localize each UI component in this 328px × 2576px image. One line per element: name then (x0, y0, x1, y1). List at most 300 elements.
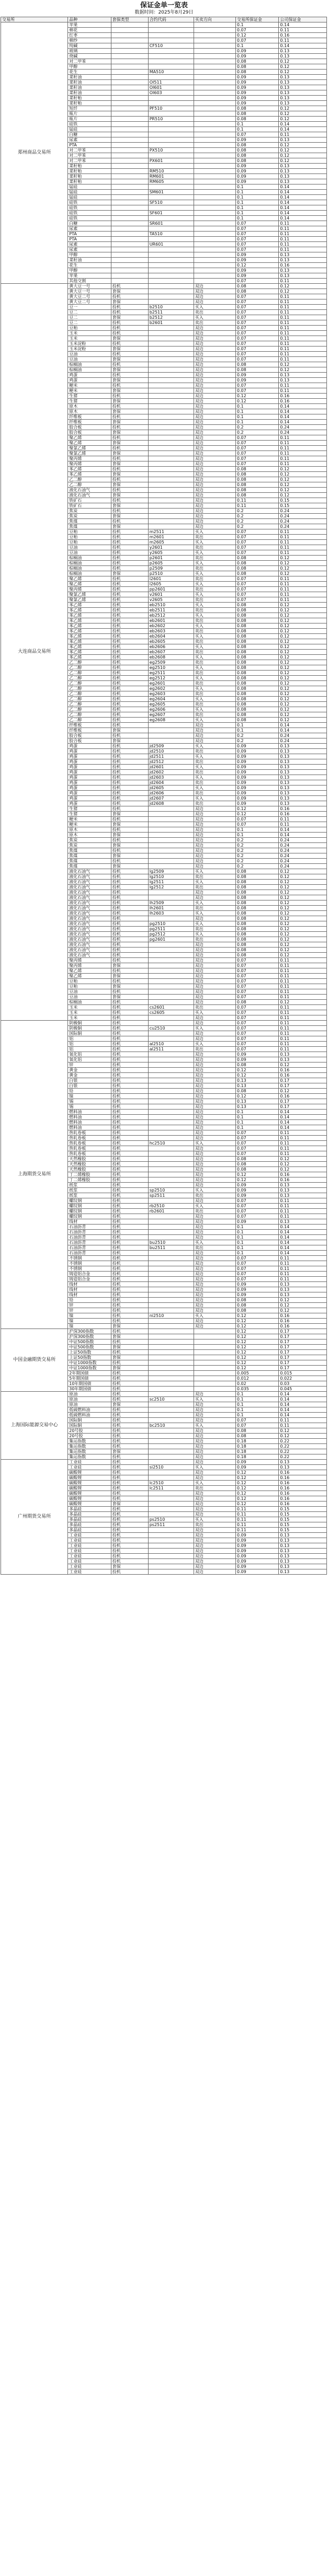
contract-code-cell (148, 519, 194, 524)
company-margin-cell: 0.11 (279, 592, 327, 597)
direction-cell (194, 279, 235, 284)
direction-cell: 双边 (194, 357, 235, 362)
direction-cell: 双边 (194, 1052, 235, 1057)
hedge-type-cell: 投机 (111, 618, 148, 623)
exchange-margin-cell: 0.07 (235, 1141, 278, 1146)
hedge-type-cell: 投机 (111, 1042, 148, 1047)
direction-cell: 双边 (194, 477, 235, 482)
company-margin-cell: 0.13 (279, 1533, 327, 1538)
contract-code-cell: l2605 (148, 582, 194, 587)
exchange-margin-cell: 0.07 (235, 38, 278, 43)
exchange-margin-cell: 0.12 (235, 1350, 278, 1355)
product-cell: 白糖 (68, 132, 111, 137)
product-cell: 菜籽油 (68, 75, 111, 80)
product-cell: 苯乙烯 (68, 650, 111, 655)
hedge-type-cell: 套保 (111, 289, 148, 294)
hedge-type-cell: 投机 (111, 744, 148, 749)
company-margin-cell: 0.12 (279, 613, 327, 618)
product-cell: 不锈钢 (68, 1261, 111, 1266)
contract-code-cell: b2510 (148, 305, 194, 310)
hedge-type-cell: 投机 (111, 1177, 148, 1183)
exchange-margin-cell: 0.08 (235, 895, 278, 900)
exchange-margin-cell: 0.1 (235, 1235, 278, 1240)
direction-cell: 买入 (194, 754, 235, 759)
contract-code-cell (148, 399, 194, 404)
contract-code-cell (148, 1099, 194, 1104)
hedge-type-cell: 投机 (111, 1439, 148, 1444)
direction-cell: 双边 (194, 399, 235, 404)
exchange-margin-cell: 0.12 (235, 33, 278, 38)
contract-code-cell: lh2601 (148, 906, 194, 911)
exchange-margin-cell: 0.1 (235, 1110, 278, 1115)
hedge-type-cell: 投机 (111, 566, 148, 571)
company-margin-cell: 0.12 (279, 117, 327, 122)
direction-cell: 卖出 (194, 650, 235, 655)
exchange-margin-cell: 0.08 (235, 561, 278, 566)
company-margin-cell: 0.11 (279, 38, 327, 43)
hedge-type-cell: 投机 (111, 791, 148, 796)
company-margin-cell: 0.15 (279, 498, 327, 503)
direction-cell: 买入 (194, 676, 235, 681)
contract-code-cell: jd2511 (148, 754, 194, 759)
direction-cell: 双边 (194, 451, 235, 456)
exchange-margin-cell: 0.09 (235, 54, 278, 59)
product-cell: 工业硅 (68, 1533, 111, 1538)
contract-code-cell (148, 394, 194, 399)
hedge-type-cell: 投机 (111, 1292, 148, 1298)
product-cell: 液化石油气 (68, 937, 111, 942)
contract-code-cell: eg2512 (148, 676, 194, 681)
company-margin-cell: 0.13 (279, 749, 327, 754)
product-cell: 2年期国债 (68, 1371, 111, 1376)
company-margin-cell: 0.24 (279, 853, 327, 859)
exchange-margin-cell: 0.12 (235, 1366, 278, 1371)
contract-code-cell: lg2510 (148, 874, 194, 880)
hedge-type-cell: 套保 (111, 346, 148, 352)
exchange-margin-cell: 0.08 (235, 937, 278, 942)
direction-cell: 双边 (194, 895, 235, 900)
exchange-margin-cell: 0.07 (235, 28, 278, 33)
product-cell: 玉米淀粉 (68, 341, 111, 346)
exchange-margin-cell: 0.08 (235, 367, 278, 373)
direction-cell: 双边 (194, 1177, 235, 1183)
direction-cell: 双边 (194, 995, 235, 1000)
product-cell: 鸡蛋 (68, 744, 111, 749)
contract-code-cell: CF510 (148, 43, 194, 49)
hedge-type-cell: 套保 (111, 1334, 148, 1339)
company-margin-cell: 0.12 (279, 869, 327, 874)
direction-cell: 双边 (194, 1538, 235, 1543)
contract-code-cell (148, 1052, 194, 1057)
company-margin-cell: 0.14 (279, 1402, 327, 1407)
exchange-margin-cell: 0.12 (235, 1345, 278, 1350)
hedge-type-cell: 套保 (111, 571, 148, 576)
company-margin-cell: 0.17 (279, 1339, 327, 1345)
product-cell: 生猪 (68, 806, 111, 812)
exchange-margin-cell: 0.11 (235, 1512, 278, 1517)
product-cell: 鸡蛋 (68, 378, 111, 383)
company-margin-cell: 0.11 (279, 822, 327, 827)
direction-cell: 双边 (194, 1000, 235, 1005)
hedge-type-cell: 套保 (111, 524, 148, 529)
exchange-margin-cell: 0.1 (235, 1413, 278, 1418)
exchange-margin-cell: 0.035 (235, 1387, 278, 1392)
product-cell: 石油沥青 (68, 1240, 111, 1245)
product-cell: 铅 (68, 1298, 111, 1303)
direction-cell: 卖出 (194, 1522, 235, 1528)
direction-cell: 双边 (194, 890, 235, 895)
direction-cell: 双边 (194, 1115, 235, 1120)
direction-cell (194, 211, 235, 216)
product-cell: 线材 (68, 1219, 111, 1225)
company-margin-cell: 0.14 (279, 1235, 327, 1240)
direction-cell (194, 33, 235, 38)
exchange-margin-cell: 0.08 (235, 289, 278, 294)
contract-code-cell: p2601 (148, 556, 194, 561)
product-cell: 30年期国债 (68, 1387, 111, 1392)
direction-cell: 双边 (194, 441, 235, 446)
direction-cell (194, 1345, 235, 1350)
exchange-margin-cell: 0.08 (235, 634, 278, 639)
contract-code-cell (148, 916, 194, 921)
product-cell: 纤维板 (68, 414, 111, 420)
contract-code-cell: SF510 (148, 200, 194, 205)
company-margin-cell: 0.12 (279, 143, 327, 148)
product-cell: 鸡蛋 (68, 801, 111, 806)
direction-cell: 卖出 (194, 639, 235, 644)
hedge-type-cell: 投机 (111, 1522, 148, 1528)
direction-cell: 双边 (194, 1496, 235, 1501)
hedge-type-cell: 投机 (111, 968, 148, 974)
product-cell: 线材 (68, 1292, 111, 1298)
direction-cell (194, 132, 235, 137)
direction-cell: 卖出 (194, 937, 235, 942)
contract-code-cell (148, 1360, 194, 1366)
product-cell: 硅铁 (68, 205, 111, 211)
contract-code-cell (148, 1292, 194, 1298)
hedge-type-cell: 投机 (111, 1219, 148, 1225)
hedge-type-cell: 投机 (111, 1083, 148, 1089)
company-margin-cell: 0.16 (279, 1501, 327, 1507)
company-margin-cell: 0.14 (279, 1413, 327, 1418)
hedge-type-cell: 投机 (111, 545, 148, 550)
company-margin-cell: 0.16 (279, 806, 327, 812)
contract-code-cell (148, 1251, 194, 1256)
contract-code-cell: pp2601 (148, 587, 194, 592)
direction-cell (194, 43, 235, 49)
company-margin-cell: 0.17 (279, 1366, 327, 1371)
product-cell: 短纤 (68, 106, 111, 111)
company-margin-cell: 0.11 (279, 1036, 327, 1042)
exchange-margin-cell: 0.09 (235, 1569, 278, 1575)
hedge-type-cell: 投机 (111, 1360, 148, 1366)
product-cell: 对二甲苯 (68, 148, 111, 153)
contract-code-cell (148, 127, 194, 132)
product-cell: 聚丙烯 (68, 456, 111, 461)
contract-code-cell (148, 1376, 194, 1381)
exchange-margin-cell: 0.08 (235, 1428, 278, 1434)
exchange-margin-cell: 0.2 (235, 514, 278, 519)
contract-code-cell: al2511 (148, 1047, 194, 1052)
hedge-type-cell: 投机 (111, 519, 148, 524)
direction-cell: 买入 (194, 1010, 235, 1015)
contract-code-cell (148, 331, 194, 336)
contract-code-cell: pg2512 (148, 932, 194, 937)
company-margin-cell: 0.13 (279, 770, 327, 775)
product-cell: 工业硅 (68, 1569, 111, 1575)
hedge-type-cell: 套保 (111, 984, 148, 989)
exchange-margin-cell: 0.07 (235, 587, 278, 592)
exchange-margin-cell: 0.12 (235, 1172, 278, 1177)
hedge-type-cell: 套保 (111, 299, 148, 305)
product-cell: 豆粕 (68, 979, 111, 984)
direction-cell: 卖出 (194, 1486, 235, 1491)
product-cell: 工业硅 (68, 1559, 111, 1564)
product-cell: 石油沥青 (68, 1245, 111, 1251)
direction-cell: 买入 (194, 911, 235, 916)
hedge-type-cell: 投机 (111, 1089, 148, 1094)
exchange-margin-cell: 0.07 (235, 294, 278, 299)
hedge-type-cell: 投机 (111, 498, 148, 503)
direction-cell: 双边 (194, 482, 235, 488)
company-margin-cell: 0.13 (279, 785, 327, 791)
header-cell-contract: 合约代码 (148, 17, 194, 22)
product-cell: 胶合板 (68, 738, 111, 744)
hedge-type-cell (111, 122, 148, 127)
company-margin-cell: 0.16 (279, 1177, 327, 1183)
direction-cell (194, 232, 235, 237)
exchange-margin-cell: 0.07 (235, 1042, 278, 1047)
contract-code-cell (148, 441, 194, 446)
product-cell: 菜籽油 (68, 258, 111, 263)
company-margin-cell: 0.14 (279, 1125, 327, 1130)
exchange-margin-cell: 0.08 (235, 362, 278, 367)
exchange-margin-cell: 0.1 (235, 190, 278, 195)
contract-code-cell (148, 509, 194, 514)
product-cell: 红枣 (68, 33, 111, 38)
contract-code-cell (148, 54, 194, 59)
contract-code-cell (148, 346, 194, 352)
contract-code-cell (148, 1272, 194, 1277)
company-margin-cell: 0.11 (279, 352, 327, 357)
contract-code-cell (148, 979, 194, 984)
hedge-type-cell: 投机 (111, 467, 148, 472)
direction-cell: 买入 (194, 540, 235, 545)
hedge-type-cell: 投机 (111, 655, 148, 660)
direction-cell (194, 247, 235, 252)
company-margin-cell: 0.11 (279, 1146, 327, 1151)
contract-code-cell: MA510 (148, 70, 194, 75)
exchange-margin-cell: 0.08 (235, 608, 278, 613)
exchange-cell: 中国金融期货交易所 (1, 1329, 68, 1392)
product-cell: 中证500指数 (68, 1345, 111, 1350)
exchange-margin-cell: 0.07 (235, 221, 278, 226)
exchange-margin-cell: 0.09 (235, 1554, 278, 1559)
hedge-type-cell: 投机 (111, 880, 148, 885)
hedge-type-cell: 套保 (111, 853, 148, 859)
exchange-margin-cell: 0.12 (235, 1339, 278, 1345)
direction-cell: 双边 (194, 519, 235, 524)
hedge-type-cell (111, 169, 148, 174)
contract-code-cell (148, 430, 194, 435)
product-cell: 焦煤 (68, 853, 111, 859)
exchange-margin-cell: 0.08 (235, 639, 278, 644)
product-cell: 液化石油气 (68, 942, 111, 948)
hedge-type-cell: 投机 (111, 848, 148, 853)
contract-code-cell: PX601 (148, 158, 194, 164)
product-cell: 豆油 (68, 352, 111, 357)
product-cell: 丁二烯橡胶 (68, 1177, 111, 1183)
contract-code-cell: eb2510 (148, 603, 194, 608)
direction-cell: 双边 (194, 1282, 235, 1287)
product-cell: 苯乙烯 (68, 603, 111, 608)
product-cell: 苹果 (68, 22, 111, 28)
product-cell: 硅铁 (68, 216, 111, 221)
company-margin-cell: 0.12 (279, 623, 327, 629)
hedge-type-cell: 投机 (111, 1062, 148, 1068)
company-margin-cell: 0.13 (279, 801, 327, 806)
product-cell: 螺纹钢 (68, 1214, 111, 1219)
exchange-margin-cell: 0.08 (235, 571, 278, 576)
company-margin-cell: 0.13 (279, 1057, 327, 1062)
company-margin-cell: 0.12 (279, 702, 327, 707)
product-cell: 尿素 (68, 242, 111, 247)
hedge-type-cell (111, 226, 148, 232)
company-margin-cell: 0.24 (279, 514, 327, 519)
company-margin-cell: 0.24 (279, 524, 327, 529)
exchange-margin-cell: 0.07 (235, 132, 278, 137)
direction-cell: 双边 (194, 294, 235, 299)
hedge-type-cell: 投机 (111, 1387, 148, 1392)
hedge-type-cell: 投机 (111, 927, 148, 932)
hedge-type-cell: 套保 (111, 1366, 148, 1371)
company-margin-cell: 0.24 (279, 738, 327, 744)
hedge-type-cell: 投机 (111, 911, 148, 916)
company-margin-cell: 0.12 (279, 655, 327, 660)
product-cell: 多晶硅 (68, 1522, 111, 1528)
exchange-margin-cell: 0.08 (235, 691, 278, 697)
product-cell: 碳酸锂 (68, 1501, 111, 1507)
contract-code-cell (148, 378, 194, 383)
direction-cell: 双边 (194, 1015, 235, 1021)
company-margin-cell: 0.13 (279, 775, 327, 780)
contract-code-cell: PF510 (148, 106, 194, 111)
hedge-type-cell: 套保 (111, 430, 148, 435)
exchange-margin-cell: 0.09 (235, 1057, 278, 1062)
direction-cell: 双边 (194, 1298, 235, 1303)
contract-code-cell: SM601 (148, 190, 194, 195)
company-margin-cell: 0.11 (279, 1261, 327, 1266)
product-cell: 棉花 (68, 28, 111, 33)
hedge-type-cell: 套保 (111, 1501, 148, 1507)
contract-code-cell (148, 843, 194, 848)
company-margin-cell: 0.13 (279, 759, 327, 765)
hedge-type-cell (111, 179, 148, 184)
company-margin-cell: 0.11 (279, 357, 327, 362)
company-margin-cell: 0.13 (279, 780, 327, 785)
direction-cell: 双边 (194, 461, 235, 467)
exchange-margin-cell: 0.08 (235, 148, 278, 153)
direction-cell (194, 127, 235, 132)
exchange-margin-cell: 0.12 (235, 812, 278, 817)
contract-code-cell: rb2510 (148, 1204, 194, 1209)
product-cell: 石油沥青 (68, 1230, 111, 1235)
product-cell: 阴极铜 (68, 1026, 111, 1031)
exchange-margin-cell: 0.2 (235, 848, 278, 853)
product-cell: 甲醇 (68, 252, 111, 258)
direction-cell (194, 96, 235, 101)
company-margin-cell: 0.12 (279, 900, 327, 906)
company-margin-cell: 0.13 (279, 169, 327, 174)
hedge-type-cell: 投机 (111, 718, 148, 723)
hedge-type-cell: 投机 (111, 623, 148, 629)
direction-cell: 双边 (194, 1413, 235, 1418)
exchange-margin-cell: 0.08 (235, 629, 278, 634)
hedge-type-cell: 投机 (111, 1272, 148, 1277)
exchange-margin-cell: 0.09 (235, 1188, 278, 1193)
contract-code-cell (148, 388, 194, 394)
contract-code-cell (148, 341, 194, 346)
hedge-type-cell: 投机 (111, 1486, 148, 1491)
contract-code-cell (148, 1235, 194, 1240)
exchange-margin-cell: 0.07 (235, 592, 278, 597)
exchange-margin-cell: 0.1 (235, 1407, 278, 1413)
hedge-type-cell: 投机 (111, 582, 148, 587)
product-cell: 热轧卷板 (68, 1136, 111, 1141)
product-cell: 液化石油气 (68, 932, 111, 937)
exchange-margin-cell: 0.18 (235, 1439, 278, 1444)
hedge-type-cell: 投机 (111, 592, 148, 597)
contract-code-cell (148, 1287, 194, 1292)
contract-code-cell (148, 1528, 194, 1533)
hedge-type-cell: 套保 (111, 451, 148, 456)
direction-cell: 双边 (194, 1261, 235, 1266)
product-cell: 碳酸锂 (68, 1491, 111, 1496)
direction-cell (194, 28, 235, 33)
product-cell: 聚乙烯 (68, 435, 111, 441)
company-margin-cell: 0.12 (279, 362, 327, 367)
exchange-margin-cell: 0.09 (235, 1219, 278, 1225)
exchange-margin-cell: 0.07 (235, 232, 278, 237)
product-cell: 生猪 (68, 394, 111, 399)
hedge-type-cell: 投机 (111, 1277, 148, 1282)
exchange-margin-cell: 0.08 (235, 702, 278, 707)
contract-code-cell: eg2608 (148, 718, 194, 723)
company-margin-cell: 0.12 (279, 618, 327, 623)
hedge-type-cell: 套保 (111, 1345, 148, 1350)
exchange-margin-cell: 0.07 (235, 1214, 278, 1219)
company-margin-cell: 0.11 (279, 1021, 327, 1026)
hedge-type-cell: 投机 (111, 1172, 148, 1177)
company-margin-cell: 0.12 (279, 1308, 327, 1313)
contract-code-cell (148, 1298, 194, 1303)
direction-cell: 双边 (194, 1292, 235, 1298)
exchange-margin-cell: 0.08 (235, 1303, 278, 1308)
hedge-type-cell: 投机 (111, 1036, 148, 1042)
hedge-type-cell: 投机 (111, 1397, 148, 1402)
direction-cell: 买入 (194, 744, 235, 749)
company-margin-cell: 0.12 (279, 650, 327, 655)
company-margin-cell: 0.11 (279, 388, 327, 394)
product-cell: 粳米 (68, 822, 111, 827)
exchange-margin-cell: 0.09 (235, 765, 278, 770)
direction-cell: 卖出 (194, 576, 235, 582)
contract-code-cell (148, 409, 194, 414)
direction-cell: 双边 (194, 1549, 235, 1554)
contract-code-cell (148, 1183, 194, 1188)
direction-cell: 买入 (194, 603, 235, 608)
product-cell: 粳米 (68, 388, 111, 394)
